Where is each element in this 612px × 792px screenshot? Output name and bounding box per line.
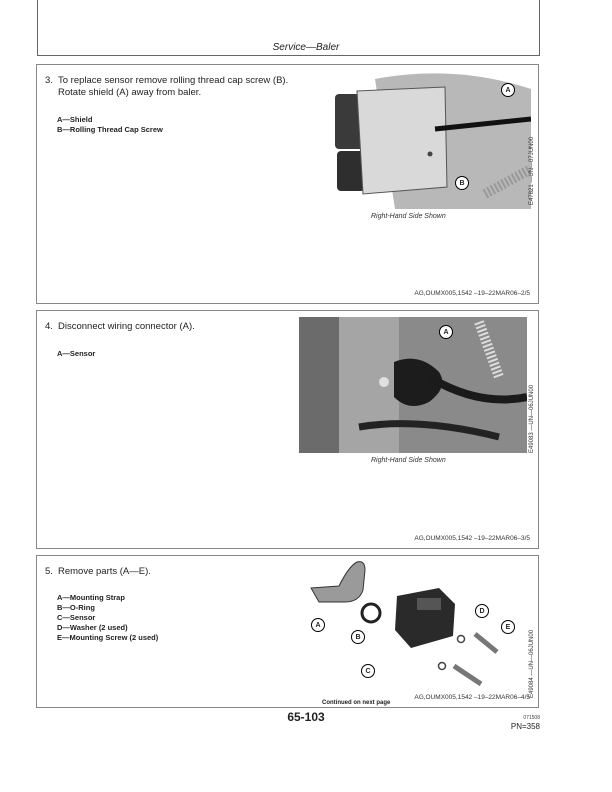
image-code: E49083 —UN—06JUN00 [529, 384, 535, 453]
callout-a: A [501, 83, 515, 97]
step-3-text [45, 75, 288, 99]
section-step-3 [36, 64, 539, 304]
step-number: 4. [45, 321, 53, 332]
legend-step-5 [57, 593, 158, 643]
legend-item: A—Mounting Strap [57, 593, 125, 602]
legend-item: B—O-Ring [57, 603, 95, 612]
image-code: E49084 —UN—06JUN00 [529, 629, 535, 698]
step-line: Remove parts (A—E). [58, 566, 151, 577]
callout-b: B [351, 630, 365, 644]
step-line: To replace sensor remove rolling thread cap screw (B). [58, 75, 289, 86]
legend-step-3 [57, 115, 163, 135]
step-4-text [45, 321, 195, 333]
legend-item: E—Mounting Screw (2 used) [57, 633, 159, 642]
legend-item: A—Sensor [57, 349, 96, 358]
reference-code: AG,OUMX005,1542 –19–22MAR06–4/5 [414, 694, 530, 701]
section-step-5 [36, 555, 539, 708]
step-5-text [45, 566, 151, 578]
continued-note: Continued on next page [322, 700, 391, 706]
legend-item: C—Sensor [57, 613, 96, 622]
section-step-4 [36, 310, 539, 549]
legend-item: A—Shield [57, 115, 93, 124]
photo-shield [335, 69, 531, 209]
callout-a: A [439, 325, 453, 339]
running-header: Service—Baler [272, 42, 340, 53]
reference-code: AG,OUMX005,1542 –19–22MAR06–2/5 [414, 290, 530, 297]
reference-code: AG,OUMX005,1542 –19–22MAR06–3/5 [414, 535, 530, 542]
callout-c: C [361, 664, 375, 678]
photo-caption: Right-Hand Side Shown [371, 457, 446, 464]
image-code: E47821 —UN—07JUN00 [529, 136, 535, 205]
footer-code: 071508 [523, 715, 540, 721]
step-number: 5. [45, 566, 53, 577]
step-line: Rotate shield (A) away from baler. [58, 87, 202, 98]
callout-d: D [475, 604, 489, 618]
callout-e: E [501, 620, 515, 634]
step-line: Disconnect wiring connector (A). [58, 321, 195, 332]
step-number: 3. [45, 75, 53, 86]
legend-item: D—Washer (2 used) [57, 623, 128, 632]
callout-a: A [311, 618, 325, 632]
callout-b: B [455, 176, 469, 190]
page-pn: PN=358 [510, 722, 540, 731]
photo-connector [299, 317, 527, 453]
header-rule [37, 55, 540, 56]
page-number: 65-103 [287, 710, 325, 724]
legend-item: B—Rolling Thread Cap Screw [57, 125, 163, 134]
photo-caption: Right-Hand Side Shown [371, 213, 446, 220]
legend-step-4 [57, 349, 95, 359]
parts-illustration [299, 556, 527, 698]
